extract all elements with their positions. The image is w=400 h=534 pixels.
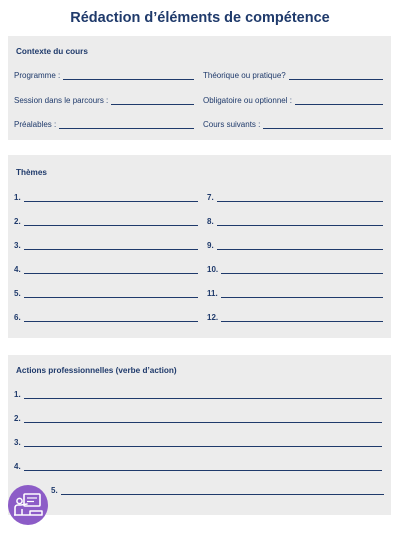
theme-row[interactable] (14, 193, 198, 202)
theme-number: 1. (14, 193, 21, 202)
theme-row[interactable] (207, 217, 383, 226)
action-input-line[interactable] (24, 391, 382, 399)
theme-row[interactable] (14, 265, 198, 274)
theory-or-practice-field[interactable] (203, 71, 383, 80)
themes-panel (8, 155, 391, 338)
action-number: 4. (14, 462, 21, 471)
action-number: 3. (14, 438, 21, 447)
presenter-at-whiteboard-icon (8, 485, 48, 525)
theme-number: 3. (14, 241, 21, 250)
mandatory-or-optional-input-line[interactable] (295, 97, 383, 105)
mandatory-or-optional-field[interactable] (203, 96, 383, 105)
theme-number: 5. (14, 289, 21, 298)
program-input-line[interactable] (63, 72, 194, 80)
theme-number: 8. (207, 217, 214, 226)
action-input-line[interactable] (61, 487, 384, 495)
theme-input-line[interactable] (24, 290, 198, 298)
prerequisites-input-line[interactable] (59, 121, 194, 129)
action-row[interactable] (14, 438, 382, 447)
theme-input-line[interactable] (217, 194, 383, 202)
theme-row[interactable] (207, 265, 383, 274)
theme-row[interactable] (207, 241, 383, 250)
theme-row[interactable] (207, 313, 383, 322)
theme-row[interactable] (207, 289, 383, 298)
professional-actions-panel (8, 355, 391, 515)
action-row[interactable] (51, 486, 384, 495)
theme-row[interactable] (14, 217, 198, 226)
theme-input-line[interactable] (24, 218, 198, 226)
following-courses-field[interactable] (203, 120, 383, 129)
themes-heading: Thèmes (16, 168, 47, 177)
theory-or-practice-label: Théorique ou pratique? (203, 71, 286, 80)
theme-row[interactable] (14, 241, 198, 250)
theme-input-line[interactable] (24, 194, 198, 202)
action-number: 5. (51, 486, 58, 495)
theme-number: 9. (207, 241, 214, 250)
theme-number: 2. (14, 217, 21, 226)
action-input-line[interactable] (24, 415, 382, 423)
session-input-line[interactable] (111, 97, 194, 105)
mandatory-or-optional-label: Obligatoire ou optionnel : (203, 96, 292, 105)
theme-input-line[interactable] (221, 290, 383, 298)
theme-input-line[interactable] (217, 218, 383, 226)
theme-number: 6. (14, 313, 21, 322)
program-field[interactable] (14, 71, 194, 80)
following-courses-input-line[interactable] (263, 121, 383, 129)
theme-row[interactable] (14, 313, 198, 322)
session-label: Session dans le parcours : (14, 96, 109, 105)
action-row[interactable] (14, 390, 382, 399)
action-number: 1. (14, 390, 21, 399)
action-input-line[interactable] (24, 463, 382, 471)
session-field[interactable] (14, 96, 194, 105)
theme-number: 11. (207, 289, 218, 298)
following-courses-label: Cours suivants : (203, 120, 261, 129)
theme-input-line[interactable] (221, 266, 383, 274)
theme-number: 12. (207, 313, 219, 322)
prerequisites-label: Préalables : (14, 120, 57, 129)
action-input-line[interactable] (24, 439, 382, 447)
prerequisites-field[interactable] (14, 120, 194, 129)
program-label: Programme : (14, 71, 61, 80)
course-context-heading: Contexte du cours (16, 47, 88, 56)
action-row[interactable] (14, 462, 382, 471)
theory-or-practice-input-line[interactable] (289, 72, 383, 80)
theme-input-line[interactable] (217, 242, 383, 250)
page-title: Rédaction d’éléments de compétence (70, 10, 330, 26)
theme-row[interactable] (14, 289, 198, 298)
theme-input-line[interactable] (24, 314, 198, 322)
course-context-panel (8, 36, 391, 140)
theme-number: 7. (207, 193, 214, 202)
theme-input-line[interactable] (221, 314, 383, 322)
theme-input-line[interactable] (24, 266, 198, 274)
theme-row[interactable] (207, 193, 383, 202)
theme-number: 4. (14, 265, 21, 274)
action-number: 2. (14, 414, 21, 423)
action-row[interactable] (14, 414, 382, 423)
theme-input-line[interactable] (24, 242, 198, 250)
professional-actions-heading: Actions professionnelles (verbe d’action) (16, 366, 177, 375)
theme-number: 10. (207, 265, 219, 274)
